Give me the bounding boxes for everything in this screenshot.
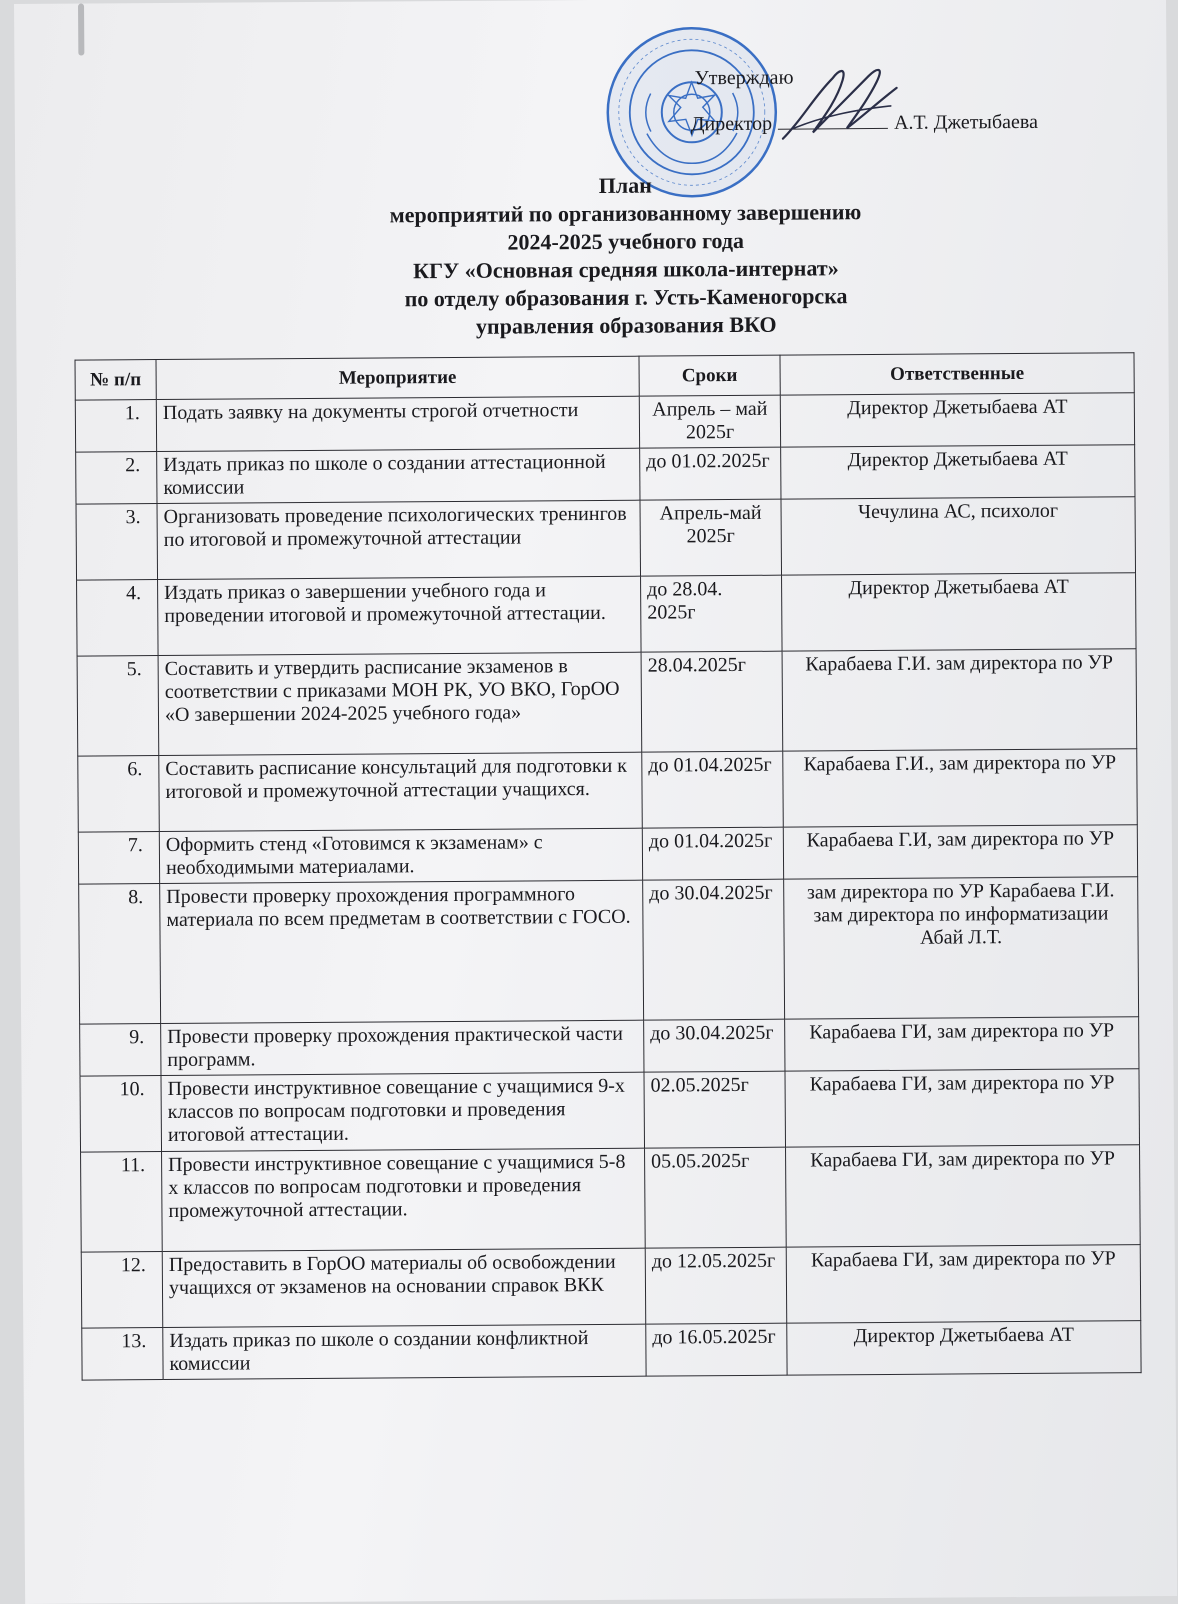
row-event: Предоставить в ГорОО материалы об освобождении учащихся от экзаменов на основании справок ВКК <box>162 1248 646 1327</box>
header-term: Сроки <box>639 355 780 396</box>
table-row <box>79 877 1139 1024</box>
row-responsible: Карабаева ГИ, зам директора по УР <box>786 1245 1141 1323</box>
row-event: Провести проверку прохождения практической части программ. <box>161 1020 644 1075</box>
title-line: 2024-2025 учебного года <box>507 227 745 255</box>
pen-mark <box>78 4 84 56</box>
row-responsible: Директор Джетыбаева АТ <box>787 1321 1141 1375</box>
director-signature <box>772 58 903 149</box>
title-line: по отделу образования г. Усть-Каменогорска <box>404 283 848 312</box>
header-num: № п/п <box>75 360 156 401</box>
row-responsible: Директор Джетыбаева АТ <box>781 445 1135 499</box>
row-term: до 12.05.2025г <box>645 1247 787 1324</box>
row-event: Составить и утвердить расписание экзаменов в соответствии с приказами МОН РК, УО ВКО, ГорОО «О завершении 2024-2025 учебного года» <box>158 652 642 755</box>
document-title <box>245 169 1006 342</box>
row-num: 13. <box>82 1328 163 1381</box>
row-term: до 30.04.2025г <box>643 879 785 1020</box>
row-responsible: Карабаева Г.И. зам директора по УР <box>782 649 1137 751</box>
row-event: Издать приказ по школе о создании конфликтной комиссии <box>163 1324 646 1379</box>
table-row <box>80 1017 1139 1076</box>
row-responsible: Директор Джетыбаева АТ <box>782 573 1137 651</box>
row-event: Провести инструктивное совещание с учащимися 5-8 х классов по вопросам подготовки и проведения промежуточной аттестации. <box>162 1148 646 1251</box>
table-row <box>78 825 1137 884</box>
row-term: до 28.04. 2025г <box>641 575 783 652</box>
row-event: Провести инструктивное совещание с учащимися 9-х классов по вопросам подготовки и проведения итоговой аттестации. <box>161 1072 645 1151</box>
row-event: Издать приказ по школе о создании аттестационной комиссии <box>157 448 640 503</box>
row-responsible: Карабаева Г.И, зам директора по УР <box>783 825 1137 879</box>
row-num: 9. <box>80 1024 161 1077</box>
row-term: до 01.04.2025г <box>642 827 783 880</box>
row-num: 11. <box>81 1152 163 1253</box>
row-event: Оформить стенд «Готовимся к экзаменам» с необходимыми материалами. <box>159 828 642 883</box>
row-term: до 30.04.2025г <box>644 1019 785 1072</box>
row-term: Апрель-май 2025г <box>640 499 782 576</box>
row-num: 2. <box>76 452 157 505</box>
row-term: 02.05.2025г <box>644 1071 786 1148</box>
row-num: 1. <box>75 400 156 453</box>
row-num: 12. <box>81 1252 163 1329</box>
row-num: 4. <box>77 580 159 657</box>
title-line: мероприятий по организованному завершению <box>389 199 862 228</box>
row-term: до 01.04.2025г <box>642 751 784 828</box>
row-num: 3. <box>76 504 158 581</box>
row-responsible: Карабаева ГИ, зам директора по УР <box>785 1069 1140 1147</box>
row-responsible: Карабаева ГИ, зам директора по УР <box>786 1145 1141 1247</box>
title-line: КГУ «Основная средняя школа-интернат» <box>413 255 839 284</box>
table-row <box>77 573 1137 656</box>
row-num: 10. <box>80 1076 162 1153</box>
table-row <box>75 393 1134 452</box>
row-responsible: Чечулина АС, психолог <box>781 497 1136 575</box>
header-event: Мероприятие <box>156 356 639 399</box>
row-term: до 01.02.2025г <box>640 447 781 500</box>
table-row <box>76 497 1136 580</box>
row-responsible: зам директора по УР Карабаева Г.И. зам директора по информатизации Абай Л.Т. <box>784 877 1139 1019</box>
row-num: 7. <box>78 832 159 885</box>
approve-label: Утверждаю <box>694 66 794 90</box>
table-row <box>80 1069 1140 1152</box>
row-term: Апрель – май 2025г <box>639 395 780 448</box>
document-sheet <box>14 0 1177 1604</box>
row-term: 05.05.2025г <box>645 1147 787 1248</box>
director-label: Директор <box>690 112 773 136</box>
row-responsible: Карабаева ГИ, зам директора по УР <box>785 1017 1139 1071</box>
table-row <box>81 1145 1141 1252</box>
row-num: 6. <box>78 756 160 833</box>
table-row <box>82 1321 1141 1380</box>
row-event: Составить расписание консультаций для подготовки к итоговой и промежуточной аттестации учащихся. <box>159 752 643 831</box>
title-line: План <box>598 172 652 198</box>
row-term: до 16.05.2025г <box>646 1323 787 1376</box>
row-num: 8. <box>79 884 161 1025</box>
row-event: Провести проверку прохождения программного материала по всем предметам в соответствии с ГОСО. <box>160 880 644 1023</box>
row-event: Организовать проведение психологических тренингов по итоговой и промежуточной аттестации <box>157 500 641 579</box>
row-num: 5. <box>77 656 159 757</box>
row-responsible: Карабаева Г.И., зам директора по УР <box>783 749 1138 827</box>
header-responsible: Ответственные <box>780 353 1134 395</box>
row-event: Подать заявку на документы строгой отчетности <box>156 396 639 451</box>
row-responsible: Директор Джетыбаева АТ <box>780 393 1134 447</box>
title-line: управления образования ВКО <box>475 311 777 339</box>
table-row <box>81 1245 1141 1328</box>
table-row <box>77 649 1137 756</box>
row-term: 28.04.2025г <box>641 651 783 752</box>
director-name: А.Т. Джетыбаева <box>893 110 1039 134</box>
plan-table <box>74 352 1141 1380</box>
table-row <box>78 749 1138 832</box>
row-event: Издать приказ о завершении учебного года и проведении итоговой и промежуточной аттестации. <box>158 576 642 655</box>
table-row <box>76 445 1135 504</box>
